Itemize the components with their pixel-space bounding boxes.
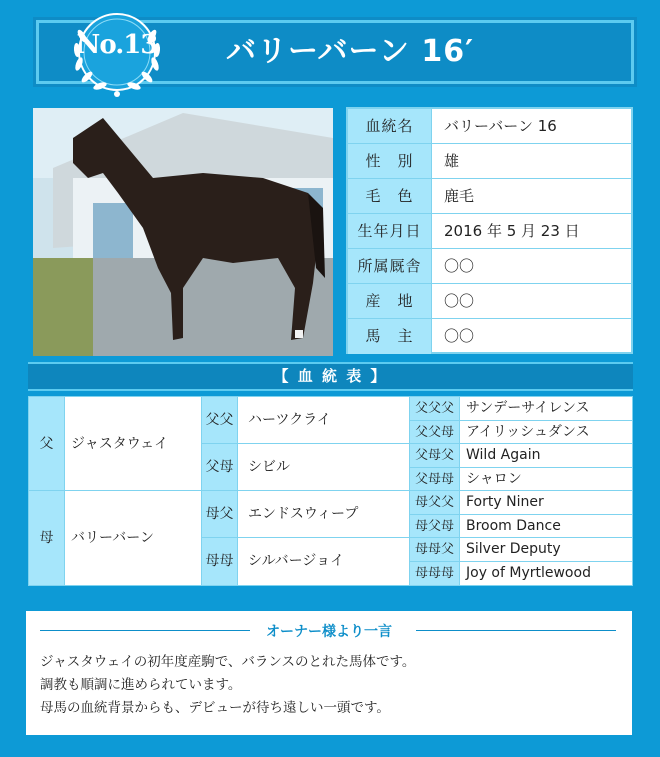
info-value: 雄 [444, 152, 460, 170]
comment-text [40, 651, 415, 720]
gen3-name: サンデーサイレンス [460, 397, 632, 421]
badge-number: No.13 [76, 30, 158, 60]
info-row-sex [348, 144, 631, 179]
divider [416, 630, 616, 631]
gen3-label: 母父父 [410, 491, 460, 515]
horse-info-table [346, 107, 633, 354]
gen3-label: 父父母 [410, 421, 460, 445]
gen2-label: 母母 [202, 538, 238, 585]
info-row-birthdate [348, 214, 631, 249]
info-label: 毛 色 [348, 179, 432, 213]
horse-photo [33, 108, 333, 356]
gen2-label: 父父 [202, 397, 238, 444]
gen2-name: シルバージョイ [238, 538, 410, 585]
info-label: 性 別 [348, 144, 432, 178]
comment-line: ジャスタウェイの初年度産駒で、バランスのとれた馬体です。 [40, 654, 416, 670]
info-row-stable [348, 249, 631, 284]
gen3-label: 母母父 [410, 538, 460, 562]
comment-line: 調教も順調に進められています。 [40, 677, 242, 693]
page-title: バリーバーン 16′ [225, 34, 474, 69]
dam-name: バリーバーン [65, 491, 202, 585]
info-value: バリーバーン 16 [444, 117, 557, 135]
gen2-label: 父母 [202, 444, 238, 491]
sire-label: 父 [29, 397, 65, 491]
gen3-name: Joy of Myrtlewood [466, 564, 591, 581]
gen3-name: Forty Niner [460, 491, 632, 515]
info-value: 2016 年 5 月 23 日 [444, 222, 580, 240]
gen3-label: 父母母 [410, 468, 460, 492]
gen2-name: ハーツクライ [238, 397, 410, 444]
comment-line: 母馬の血統背景からも、デビューが待ち遠しい一頭です。 [40, 700, 390, 716]
info-row-origin [348, 284, 631, 319]
sire-name: ジャスタウェイ [65, 397, 202, 491]
number-badge [58, 6, 176, 106]
info-value: 〇〇 [444, 257, 475, 275]
pedigree-table [28, 396, 633, 586]
owner-comment-box [26, 611, 632, 735]
dam-label: 母 [29, 491, 65, 585]
gen3-name: Wild Again [460, 444, 632, 468]
info-label: 生年月日 [348, 214, 432, 248]
gen3-name: Silver Deputy [460, 538, 632, 562]
info-row-name [348, 109, 631, 144]
gen3-name: Broom Dance [460, 515, 632, 539]
gen3-label: 父母父 [410, 444, 460, 468]
gen3-label: 母母母 [410, 562, 460, 586]
info-label: 血統名 [348, 109, 432, 143]
gen3-label: 母父母 [410, 515, 460, 539]
info-label: 馬 主 [348, 319, 432, 354]
gen2-name: エンドスウィープ [238, 491, 410, 538]
info-value: 〇〇 [444, 292, 475, 310]
gen2-name: シビル [238, 444, 410, 491]
gen3-name: アイリッシュダンス [460, 421, 632, 445]
pedigree-heading: 【 血 統 表 】 [28, 362, 633, 391]
info-value: 鹿毛 [444, 187, 475, 205]
comment-title: オーナー様より一言 [266, 624, 392, 640]
info-value: 〇〇 [444, 327, 475, 345]
gen3-name: シャロン [460, 468, 632, 492]
gen2-label: 母父 [202, 491, 238, 538]
gen3-label: 父父父 [410, 397, 460, 421]
info-label: 所属厩舎 [348, 249, 432, 283]
info-row-owner [348, 319, 631, 354]
info-label: 産 地 [348, 284, 432, 318]
info-row-color [348, 179, 631, 214]
